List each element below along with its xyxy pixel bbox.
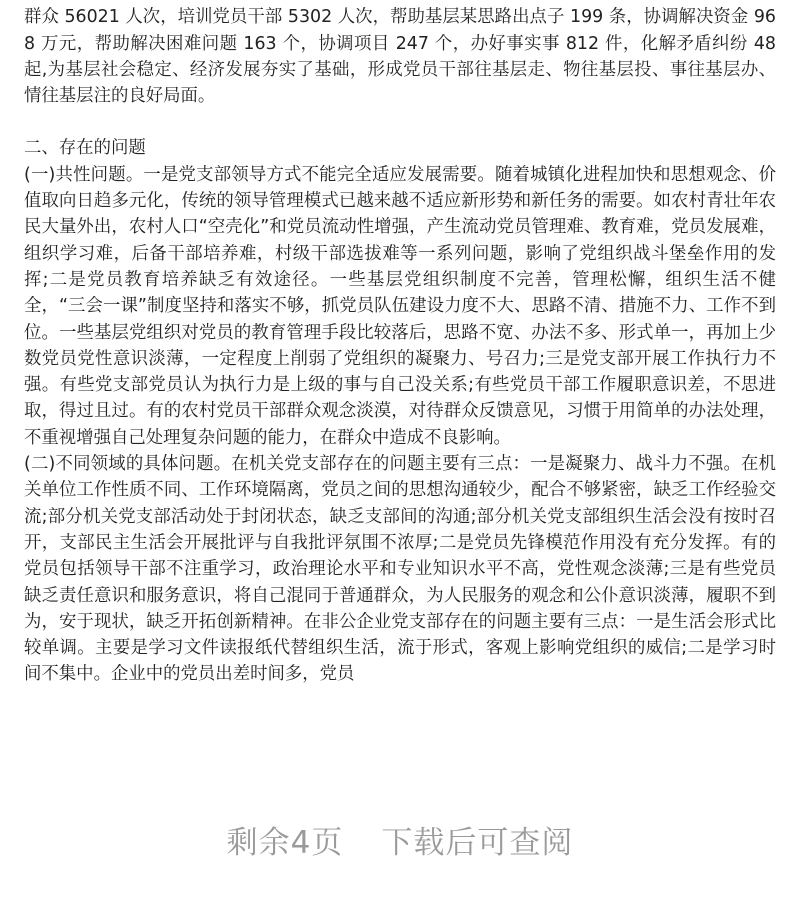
download-prompt[interactable] bbox=[0, 818, 800, 868]
document-body bbox=[24, 2, 776, 688]
remaining-pages-label: 剩余4页 bbox=[226, 825, 344, 861]
section-heading: 二、存在的问题 bbox=[24, 138, 146, 159]
paragraph-gap bbox=[24, 109, 776, 135]
intro-paragraph: 群众 56021 人次，培训党员干部 5302 人次，帮助基层某思路出点子 199 条，协调解决资金 968 万元，帮助解决困难问题 163 个，协调项目 247 个，办好事实事 812 件，化解矛盾纠纷 48 起,为基层社会稳定、经济发展夯实了基础，形成党员干部往基层走、物往基层投、事往基层办、情往基层注的良好局面。 bbox=[24, 7, 776, 107]
download-hint-label: 下载后可查阅 bbox=[381, 825, 574, 861]
paragraph-specific-issues: (二)不同领域的具体问题。在机关党支部存在的问题主要有三点：一是凝聚力、战斗力不强。在机关单位工作性质不同、工作环境隔离，党员之间的思想沟通较少，配合不够紧密，缺乏工作经验交流;部分机关党支部活动处于封闭状态，缺乏支部间的沟通;部分机关党支部组织生活会没有按时召开，支部民主生活会开展批评与自我批评氛围不浓厚;二是党员先锋模范作用没有充分发挥。有的党员包括领导干部不注重学习，政治理论水平和专业知识水平不高，党性观念淡薄;三是有些党员缺乏责任意识和服务意识，将自己混同于普通群众，为人民服务的观念和公仆意识淡薄，履职不到为，安于现状，缺乏开拓创新精神。在非公企业党支部存在的问题主要有三点：一是生活会形式比较单调。主要是学习文件读报纸代替组织生活，流于形式，客观上影响党组织的威信;二是学习时间不集中。企业中的党员出差时间多，党员 bbox=[24, 454, 776, 685]
paragraph-common-issues: (一)共性问题。一是党支部领导方式不能完全适应发展需要。随着城镇化进程加快和思想观念、价值取向日趋多元化，传统的领导管理模式已越来越不适应新形势和新任务的需要。如农村青壮年农民大量外出，农村人口“空壳化”和党员流动性增强，产生流动党员管理难、教育难，党员发展难，组织学习难，后备干部培养难，村级干部选拔难等一系列问题，影响了党组织战斗堡垒作用的发挥;二是党员教育培养缺乏有效途径。一些基层党组织制度不完善，管理松懈，组织生活不健全，“三会一课”制度坚持和落实不够，抓党员队伍建设力度不大、思路不清、措施不力、工作不到位。一些基层党组织对党员的教育管理手段比较落后，思路不宽、办法不多、形式单一，再加上少数党员党性意识淡薄，一定程度上削弱了党组织的凝聚力、号召力;三是党支部开展工作执行力不强。有些党支部党员认为执行力是上级的事与自己没关系;有些党员干部工作履职意识差，不思进取，得过且过。有的农村党员干部群众观念淡漠，对待群众反馈意见，习惯于用简单的办法处理，不重视增强自己处理复杂问题的能力，在群众中造成不良影响。 bbox=[24, 164, 776, 448]
